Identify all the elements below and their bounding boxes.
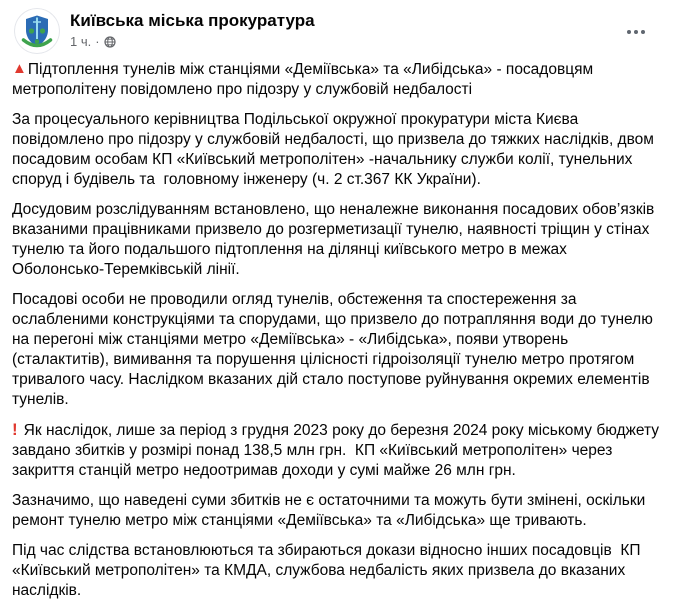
- post-paragraph: [12, 60, 660, 100]
- header-meta: [70, 8, 662, 50]
- page-name-link[interactable]: Київська міська прокуратура: [70, 11, 315, 30]
- red-triangle-icon: ▲: [12, 60, 27, 77]
- post-meta-row: [70, 33, 662, 50]
- paragraph-text: Як наслідок, лише за період з грудня 2023 року до березня 2024 року міському бюджету завдано збитків у розмірі понад 138,5 млн грн. КП «Київський метрополітен» через закриття станцій метро недоотримав доходи у сумі майже 26 млн грн.: [12, 422, 664, 479]
- post-paragraph: Під час слідства встановлюються та збираються докази відносно інших посадовців КП «Київський метрополітен» та КМДА, службова недбалість яких призвела до вказаних наслідків.: [12, 542, 645, 599]
- post-paragraph: Досудовим розслідуванням встановлено, що неналежне виконання посадових обов’язків вказаними працівниками призвело до розгерметизації тунелю, наявності тріщин у стінах тунелю та його подальшого підтоплення на ділянці київського метро в межах Оболонсько-Теремківській лінії.: [12, 201, 659, 278]
- post-header: [0, 0, 676, 54]
- globe-icon: [104, 36, 116, 48]
- post-options-button[interactable]: [620, 20, 652, 44]
- ellipsis-icon: [627, 30, 631, 34]
- paragraph-text: Підтоплення тунелів між станціями «Деміївська» та «Либідська» - посадовцям метрополітену повідомлено про підозру у службовій недбалості: [12, 61, 598, 98]
- post-paragraph: [12, 420, 664, 481]
- red-exclamation-icon: !: [12, 420, 18, 439]
- post-paragraph: Зазначимо, що наведені суми збитків не є остаточними та можуть бути змінені, оскільки ремонт тунелю метро між станціями «Деміївська» та «Либідська» ще тривають.: [12, 492, 650, 529]
- timestamp[interactable]: 1 ч.: [70, 34, 92, 49]
- post-body: [0, 54, 676, 601]
- meta-separator: ·: [95, 34, 100, 49]
- post-paragraph: За процесуального керівництва Подільської окружної прокуратури міста Києва повідомлено про підозру у службовій недбалості, що призвела до тяжких наслідків, двом посадовим особам КП «Київський метрополітен» -начальнику служби колії, тунельних споруд і будівель та головному інженеру (ч. 2 ст.367 КК України).: [12, 111, 659, 188]
- post-paragraph: Посадові особи не проводили огляд тунелів, обстеження та спостереження за ослабленими конструкціями та спорудами, що призвело до потрапляння води до тунелю на перегоні між станціями метро «Деміївська» - «Либідська», появи утворень (сталактитів), вимивання та порушення цілісності гідроізоляції тунелю метро протягом тривалого часу. Наслідком вказаних дій стало поступове руйнування окремих елементів тунелів.: [12, 291, 658, 408]
- avatar[interactable]: [14, 8, 60, 54]
